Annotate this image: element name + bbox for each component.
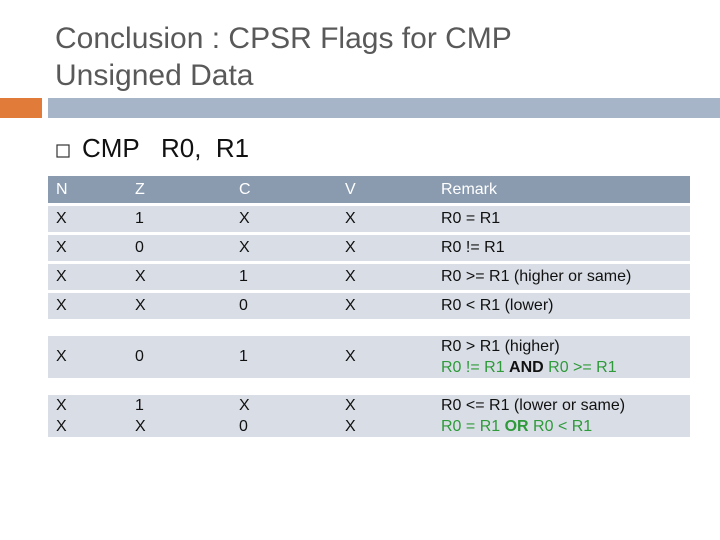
accent-bar-orange [0,98,42,118]
bullet-text: CMP R0, R1 [82,133,250,163]
cell-v: X [337,293,433,322]
cell-c: 0 [231,293,337,322]
cell-value: X [345,418,356,435]
cell-value: 0 [239,418,248,435]
accent-bar-blue [48,98,720,118]
title-line-1: Conclusion : CPSR Flags for CMP [55,22,512,55]
remark-or: OR [504,418,529,435]
remark-and: AND [509,359,544,376]
table-header-row [48,176,690,206]
remark-line-2 [441,416,690,437]
remark-line-1: R0 > R1 (higher) [441,338,560,355]
remark-part: R0 < R1 [528,418,593,435]
row-gap [48,322,690,336]
cell-n: X [48,264,127,293]
cell-v: X [337,264,433,293]
cell-n [48,395,127,440]
header-c: C [231,176,337,206]
cell-n: X [48,336,127,381]
cell-remark: R0 != R1 [433,235,690,264]
cell-v: X [337,206,433,235]
row-gap [48,381,690,395]
cell-value: X [135,418,146,435]
cell-c: 1 [231,336,337,381]
cell-value: 1 [135,397,144,414]
cell-z: 0 [127,235,231,264]
cell-remark [433,336,690,381]
cell-value: X [345,397,356,414]
header-n: N [48,176,127,206]
table-row [48,206,690,235]
cell-v: X [337,235,433,264]
remark-part: R0 != R1 [441,359,510,376]
header-remark: Remark [433,176,690,206]
cell-c: 1 [231,264,337,293]
cell-c: X [231,206,337,235]
cell-remark: R0 < R1 (lower) [433,293,690,322]
cell-z: 0 [127,336,231,381]
table-row [48,235,690,264]
cell-remark: R0 >= R1 (higher or same) [433,264,690,293]
table-row [48,336,690,381]
cell-n: X [48,293,127,322]
header-z: Z [127,176,231,206]
cell-value: X [239,397,250,414]
table-row [48,395,690,440]
header-v: V [337,176,433,206]
cell-z: 1 [127,206,231,235]
cell-c [231,395,337,440]
cell-n: X [48,206,127,235]
square-bullet-icon [52,140,74,162]
cell-v [337,395,433,440]
cell-n: X [48,235,127,264]
cell-c: X [231,235,337,264]
title-line-2: Unsigned Data [55,59,254,92]
remark-line-1: R0 <= R1 (lower or same) [441,397,626,414]
slide-title [55,20,695,94]
cell-z [127,395,231,440]
remark-part: R0 = R1 [441,418,505,435]
cell-z: X [127,264,231,293]
cell-v: X [337,336,433,381]
cell-value: X [56,397,67,414]
table-row [48,293,690,322]
cell-value: X [56,418,67,435]
cell-z: X [127,293,231,322]
remark-line-2 [441,357,690,378]
cell-remark [433,395,690,440]
remark-part: R0 >= R1 [543,359,617,376]
table-row [48,264,690,293]
cpsr-flags-table [48,176,690,440]
cell-remark: R0 = R1 [433,206,690,235]
